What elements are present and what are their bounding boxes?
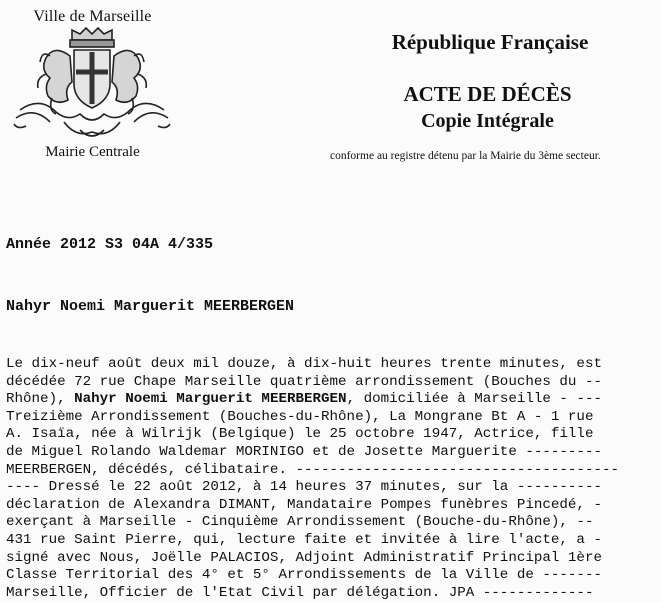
line-bold-text: Nahyr Noemi Marguerit MEERBERGEN xyxy=(74,391,347,408)
town-hall-label: Mairie Centrale xyxy=(45,144,140,160)
line-text: A. Isaïa, née à Wilrijk (Belgique) le 25 octobre 1947, Actrice, fille xyxy=(6,426,594,443)
conformity-note: conforme au registre détenu par la Mairie du 3ème secteur. xyxy=(330,150,601,162)
act-title: ACTE DE DÉCÈS xyxy=(403,82,572,106)
city-crest xyxy=(10,4,175,164)
line-text: exerçant à Marseille - Cinquième Arrondissement (Bouche-du-Rhône), -- xyxy=(6,514,594,531)
act-body-line xyxy=(6,550,662,568)
act-body-line xyxy=(6,567,662,585)
line-text: 431 rue Saint Pierre, qui, lecture faite et invitée à lire l'acte, a - xyxy=(6,531,602,548)
line-text: déclaration de Alexandra DIMANT, Mandataire Pompes funèbres Pincedé, - xyxy=(6,496,602,513)
line-text: Marseille, Officier de l'Etat Civil par délégation. JPA ------------- xyxy=(6,584,594,601)
line-text: MEERBERGEN, décédés, célibataire. -------------------------------------- xyxy=(6,461,619,478)
line-text: ---- Dressé le 22 août 2012, à 14 heures 37 minutes, sur la ---------- xyxy=(6,479,602,496)
deceased-name: Nahyr Noemi Marguerit MEERBERGEN xyxy=(6,298,295,315)
act-subtitle: Copie Intégrale xyxy=(421,110,554,132)
republic-heading: République Française xyxy=(391,30,589,54)
act-body-line xyxy=(6,426,662,444)
line-text: signé avec Nous, Joëlle PALACIOS, Adjoint Administratif Principal 1ère xyxy=(6,549,602,566)
line-text: Treizième Arrondissement (Bouches-du-Rhône), La Mongrane Bt A - 1 rue xyxy=(6,408,594,425)
record-reference: Année 2012 S3 04A 4/335 xyxy=(6,236,214,253)
act-body-line xyxy=(6,532,662,550)
act-body-line xyxy=(6,356,662,374)
act-body-line xyxy=(6,374,662,392)
act-body-line xyxy=(6,462,662,480)
line-text: Le dix-neuf août deux mil douze, à dix-huit heures trente minutes, est xyxy=(6,356,602,372)
act-body-line xyxy=(6,585,662,602)
line-text: Classe Territorial des 4° et 5° Arrondissements de la Ville de ------- xyxy=(6,567,602,584)
act-body-line xyxy=(6,497,662,515)
coat-of-arms-icon xyxy=(10,26,175,144)
act-body-line xyxy=(6,391,662,409)
act-body-line xyxy=(6,444,662,462)
act-body-line xyxy=(6,514,662,532)
city-name: Ville de Marseille xyxy=(33,8,152,25)
line-text: Rhône), xyxy=(6,391,75,408)
act-body-line xyxy=(6,479,662,497)
act-body xyxy=(6,356,662,602)
act-body-line xyxy=(6,409,662,427)
line-text: de Miguel Rolando Waldemar MORINIGO et de Josette Marguerite --------- xyxy=(6,443,602,460)
line-text-continued: , domiciliée à Marseille - --- xyxy=(346,391,602,408)
line-text: décédée 72 rue Chape Marseille quatrième arrondissement (Bouches du -- xyxy=(6,373,602,390)
